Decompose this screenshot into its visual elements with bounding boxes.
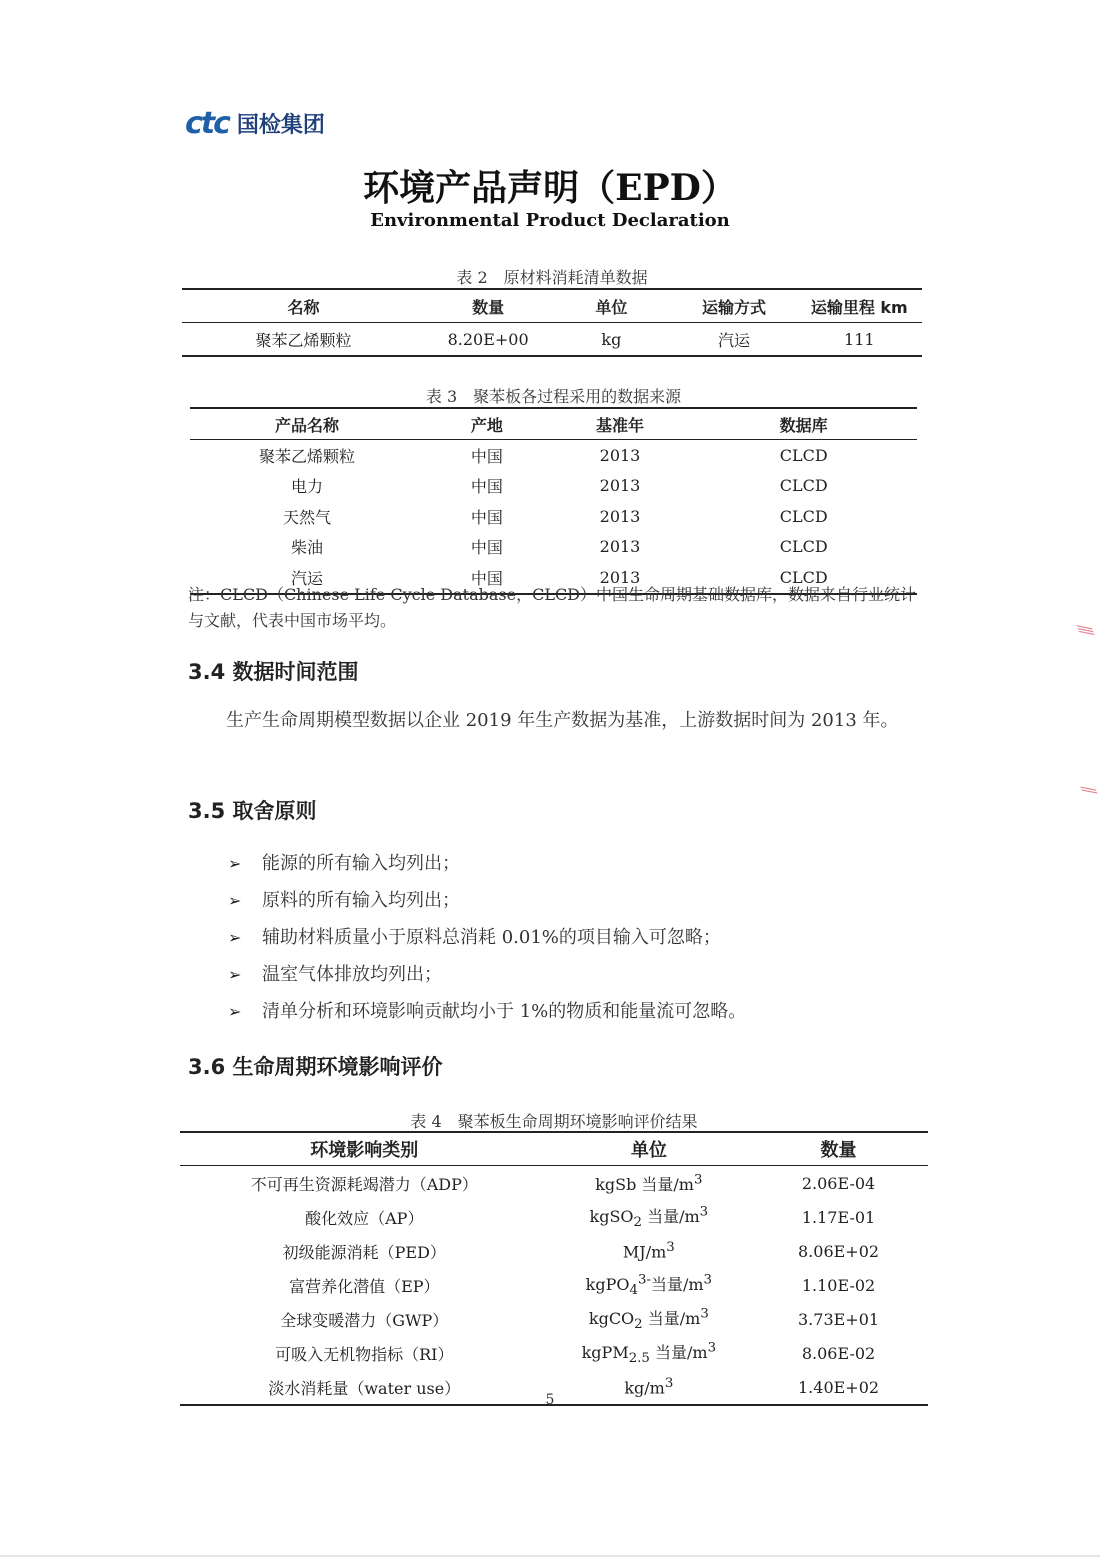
table-row — [190, 471, 917, 502]
page-title: 环境产品声明（EPD） — [363, 167, 737, 209]
table-cell: 淡水消耗量（water use） — [268, 1378, 461, 1398]
section-heading-3-4: 3.4 数据时间范围 — [188, 660, 359, 684]
table-cell: 8.06E+02 — [798, 1241, 880, 1261]
table-cell: 中国 — [470, 568, 503, 588]
arrow-bullet-icon: ➢ — [228, 854, 242, 873]
unit-cell: kgPO$_4^{3-}$当量$/m^3$ — [585, 1272, 713, 1299]
table3-header: 基准年 — [550, 408, 691, 440]
table-row — [190, 440, 917, 471]
table-row — [180, 1166, 928, 1201]
table-cell: 中国 — [470, 538, 503, 558]
unit-cell: kgPM$_{2.5}$ 当量$/m^3$ — [581, 1340, 717, 1367]
table-cell: 中国 — [470, 507, 503, 527]
logo — [185, 106, 325, 141]
table-cell: CLCD — [779, 476, 828, 496]
table-row — [182, 323, 922, 357]
table-cell: CLCD — [779, 537, 828, 557]
unit-cell: $kg/m^3$ — [624, 1376, 674, 1398]
table3-header: 产品名称 — [190, 408, 424, 440]
table-row — [180, 1336, 928, 1370]
table-row — [180, 1268, 928, 1302]
table-row — [180, 1234, 928, 1268]
list-item-text: 清单分析和环境影响贡献均小于 1%的物质和能量流可忽略。 — [262, 1001, 747, 1022]
table-cell: 2013 — [599, 567, 641, 587]
table-cell: 柴油 — [291, 538, 324, 558]
table2-header: 单位 — [551, 289, 671, 323]
table-row — [190, 532, 917, 563]
logo-text: 国检集团 — [236, 113, 325, 138]
table-cell: CLCD — [779, 445, 828, 465]
table-cell: 不可再生资源耗竭潜力（ADP） — [250, 1174, 478, 1194]
table-cell: 2.06E-04 — [801, 1173, 876, 1193]
table-cell: 8.20E+00 — [447, 329, 529, 349]
table-cell: 8.06E-02 — [801, 1343, 876, 1363]
table-cell: 3.73E+01 — [798, 1309, 880, 1329]
table-cell: 中国 — [470, 477, 503, 497]
list-item-text: 温室气体排放均列出； — [262, 964, 442, 985]
table4-header: 单位 — [549, 1132, 749, 1166]
arrow-bullet-icon: ➢ — [228, 965, 242, 984]
table-cell: 中国 — [470, 446, 503, 466]
table3 — [190, 407, 917, 595]
table4-header: 数量 — [749, 1132, 928, 1166]
seal-stamp-fragment: ⁄⁄⁄ — [1073, 622, 1096, 639]
table-cell: CLCD — [779, 567, 828, 587]
table-cell: CLCD — [779, 506, 828, 526]
list-item-text: 原料的所有输入均列出； — [262, 890, 460, 911]
table-cell: 1.10E-02 — [801, 1275, 876, 1295]
arrow-bullet-icon: ➢ — [228, 928, 242, 947]
page-number: 5 — [545, 1392, 555, 1408]
table-row — [190, 501, 917, 532]
table-cell: 天然气 — [283, 507, 332, 527]
table2-caption: 表 2 原材料消耗清单数据 — [456, 268, 648, 287]
section-3-4-text: 生产生命周期模型数据以企业 2019 年生产数据为基准，上游数据时间为 2013 年。 — [226, 710, 899, 731]
list-item — [228, 956, 746, 993]
list-item-text: 能源的所有输入均列出； — [262, 853, 460, 874]
table-cell: 全球变暖潜力（GWP） — [280, 1310, 449, 1330]
table-cell: 111 — [844, 329, 875, 349]
table-cell: 2013 — [599, 537, 641, 557]
table-cell: 电力 — [291, 477, 324, 497]
unit-cell: kgCO$_2$ 当量$/m^3$ — [588, 1306, 709, 1333]
unit-cell: kgSO$_2$ 当量$/m^3$ — [589, 1204, 709, 1231]
list-item — [228, 993, 746, 1030]
list-item — [228, 919, 746, 956]
table-cell: 初级能源消耗（PED） — [282, 1242, 446, 1262]
table4-caption: 表 4 聚苯板生命周期环境影响评价结果 — [410, 1112, 698, 1131]
table3-caption: 表 3 聚苯板各过程采用的数据来源 — [425, 387, 682, 406]
table2-header: 名称 — [182, 289, 425, 323]
ctc-logo-mark: ctc — [185, 106, 229, 141]
table-cell: 2013 — [599, 445, 641, 465]
table-cell: 2013 — [599, 476, 641, 496]
list-item-text: 辅助材料质量小于原料总消耗 0.01%的项目输入可忽略； — [262, 927, 721, 948]
table4 — [180, 1131, 928, 1406]
table3-header: 产地 — [424, 408, 550, 440]
list-item — [228, 882, 746, 919]
table-cell: 酸化效应（AP） — [305, 1208, 424, 1228]
list-item — [228, 845, 746, 882]
table3-note: 注：CLCD（Chinese Life Cycle Database，CLCD）中国生命周期基础数据库，数据来自行业统计与文献，代表中国市场平均。 — [188, 585, 917, 630]
table-cell: 聚苯乙烯颗粒 — [255, 330, 352, 350]
table2-header: 运输方式 — [672, 289, 797, 323]
seal-stamp-fragment: ⁄⁄ — [1077, 784, 1099, 797]
section-heading-3-6: 3.6 生命周期环境影响评价 — [188, 1055, 443, 1079]
table-cell: 汽运 — [291, 568, 324, 588]
table-cell: 1.40E+02 — [798, 1377, 880, 1397]
table-cell: 聚苯乙烯颗粒 — [259, 446, 356, 466]
arrow-bullet-icon: ➢ — [228, 1002, 242, 1021]
table-cell: 汽运 — [718, 330, 751, 350]
unit-cell: $MJ/m^3$ — [622, 1240, 675, 1262]
table2 — [182, 288, 922, 357]
unit-cell: kgSb 当量$/m^3$ — [595, 1172, 703, 1194]
table2-header: 数量 — [425, 289, 551, 323]
table-cell: 富营养化潜值（EP） — [289, 1276, 440, 1296]
table2-header: 运输里程 km — [797, 289, 922, 323]
page-subtitle: Environmental Product Declaration — [370, 210, 730, 231]
table-cell: 2013 — [599, 506, 641, 526]
table-row — [180, 1302, 928, 1336]
table-cell: 可吸入无机物指标（RI） — [275, 1344, 454, 1364]
table4-header: 环境影响类别 — [180, 1132, 549, 1166]
table-cell: kg — [601, 329, 622, 349]
table-cell: 1.17E-01 — [801, 1207, 876, 1227]
arrow-bullet-icon: ➢ — [228, 891, 242, 910]
bullet-list — [228, 845, 746, 1030]
table-row — [180, 1200, 928, 1234]
table3-header: 数据库 — [690, 408, 917, 440]
section-heading-3-5: 3.5 取舍原则 — [188, 799, 317, 823]
